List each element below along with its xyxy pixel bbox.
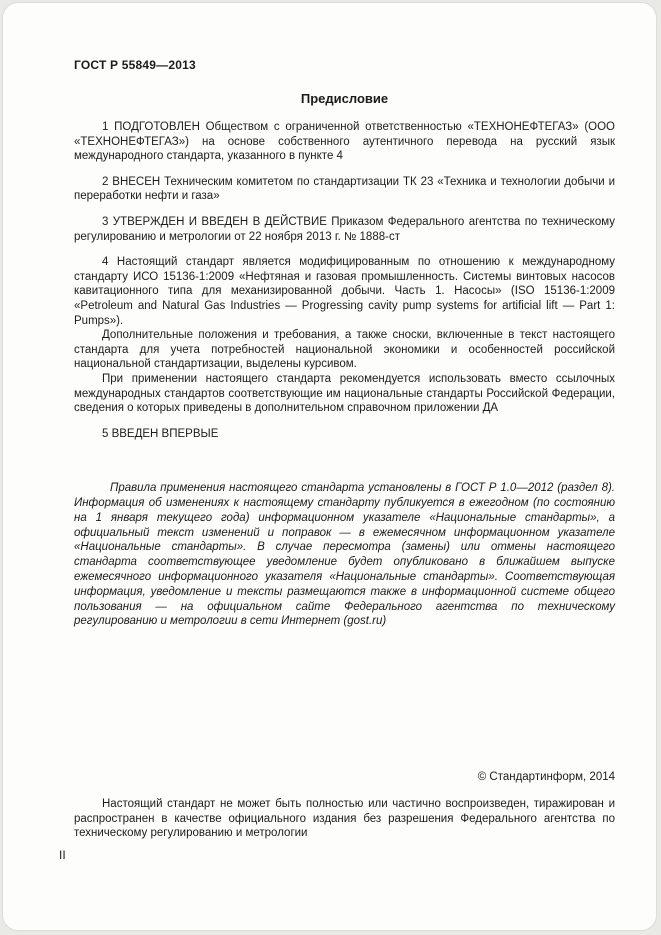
paragraph-prepared: 1 ПОДГОТОВЛЕН Обществом с ограниченной ответственностью «ТЕХНОНЕФТЕГАЗ» (ООО «ТЕХНОНЕФТЕГАЗ») на основе собственного аутентичного перевода на русский язык международного стандарта, указанного в пункте 4: [74, 121, 615, 163]
paragraph-first-edition: 5 ВВЕДЕН ВПЕРВЫЕ: [102, 427, 219, 440]
paragraph-submitted: 2 ВНЕСЕН Техническим комитетом по стандартизации ТК 23 «Техника и технологии добычи и переработки нефти и газа»: [74, 175, 615, 203]
paragraph-approved: 3 УТВЕРЖДЕН И ВВЕДЕН В ДЕЙСТВИЕ Приказом Федерального агентства по техническому регулированию и метрологии от 22 ноября 2013 г. № 1888-ст: [74, 215, 615, 243]
page-content: [74, 58, 615, 629]
application-rules-text: Правила применения настоящего стандарта установлены в ГОСТ Р 1.0—2012 (раздел 8). Информация об изменениях к настоящему стандарту публикуется в ежегодном (по состоянию на 1 января текущего года) информационном указателе «Национальные стандарты», а официальный текст изменений и поправок — в ежемесячном информационном указателе «Национальные стандарты». В случае пересмотра (замены) или отмены настоящего стандарта соответствующее уведомление будет опубликовано в ближайшем выпуске ежемесячного информационного указателя «Национальные стандарты». Соответствующая информация, уведомление и тексты размещаются также в информационной системе общего пользования — на официальном сайте Федерального агентства по техническому регулированию и метрологии в сети Интернет (gost.ru): [74, 482, 615, 628]
application-rules-note: [74, 481, 615, 629]
document-page: [2, 2, 657, 931]
copyright-notice: © Стандартинформ, 2014: [477, 771, 615, 783]
paragraph-modified-standard: 4 Настоящий стандарт является модифицированным по отношению к международному стандарту ИСО 15136-1:2009 «Нефтяная и газовая промышленность. Системы винтовых насосов кавитационного типа для механизированной добычи. Часть 1. Насосы» (ISO 15136-1:2009 «Petroleum and Natural Gas Industries — Progressing cavity pump systems for artificial lift — Part 1: Pumps»).: [74, 256, 615, 327]
page-title: Предисловие: [300, 91, 389, 106]
page-number: II: [59, 848, 66, 862]
reproduction-restriction-note: Настоящий стандарт не может быть полностью или частично воспроизведен, тиражирован и распространен в качестве официального издания без разрешения Федерального агентства по техническому регулированию и метрологии: [74, 798, 615, 840]
paragraph-national-standards: При применении настоящего стандарта рекомендуется использовать вместо ссылочных международных стандартов соответствующие им национальные стандарты Российской Федерации, сведения о которых приведены в дополнительном справочном приложении ДА: [74, 372, 615, 415]
standard-code: ГОСТ Р 55849—2013: [74, 58, 196, 72]
foreword-body: [74, 120, 615, 441]
paragraph-additional-provisions: Дополнительные положения и требования, а также сноски, включенные в текст настоящего стандарта для учета потребностей национальной экономики и особенностей российской национальной стандартизации, выделены курсивом.: [74, 329, 615, 371]
